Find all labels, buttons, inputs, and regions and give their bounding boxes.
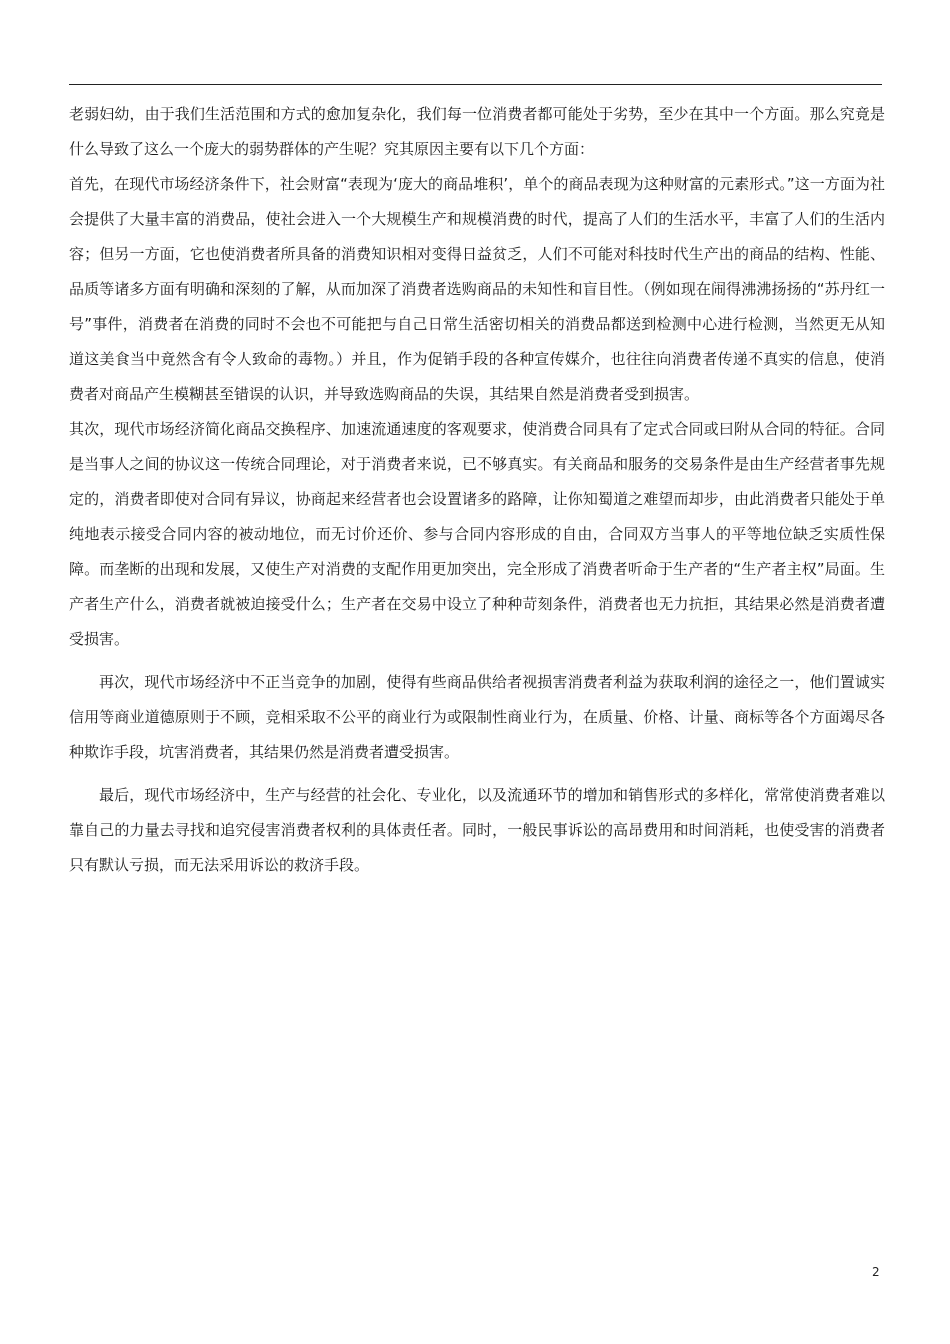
paragraph-fourth-reason: 最后，现代市场经济中，生产与经营的社会化、专业化，以及流通环节的增加和销售形式的多样化，常常使消费者难以靠自己的力量去寻找和追究侵害消费者权利的具体责任者。同时，一般民事诉讼的高昂费用和时间消耗，也使受害的消费者只有默认亏损，而无法采用诉讼的救济手段。 bbox=[69, 786, 885, 874]
body-text bbox=[69, 97, 885, 883]
paragraph-first-reason: 首先，在现代市场经济条件下，社会财富“表现为‘庞大的商品堆积’，单个的商品表现为这种财富的元素形式。”这一方面为社会提供了大量丰富的消费品，使社会进入一个大规模生产和规模消费的时代，提高了人们的生活水平，丰富了人们的生活内容；但另一方面，它也使消费者所具备的消费知识相对变得日益贫乏，人们不可能对科技时代生产出的商品的结构、性能、品质等诸多方面有明确和深刻的了解，从而加深了消费者选购商品的未知性和盲目性。（例如现在闹得沸沸扬扬的“苏丹红一号”事件，消费者在消费的同时不会也不可能把与自己日常生活密切相关的消费品都送到检测中心进行检测，当然更无从知道这美食当中竟然含有令人致命的毒物。）并且，作为促销手段的各种宣传媒介，也往往向消费者传递不真实的信息，使消费者对商品产生模糊甚至错误的认识，并导致选购商品的失误，其结果自然是消费者受到损害。 bbox=[69, 175, 885, 403]
header-rule bbox=[69, 84, 882, 85]
page-number: 2 bbox=[872, 1265, 880, 1279]
paragraph-second-reason: 其次，现代市场经济简化商品交换程序、加速流通速度的客观要求，使消费合同具有了定式合同或曰附从合同的特征。合同是当事人之间的协议这一传统合同理论，对于消费者来说，已不够真实。有关商品和服务的交易条件是由生产经营者事先规定的，消费者即使对合同有异议，协商起来经营者也会设置诸多的路障，让你知蜀道之难望而却步，由此消费者只能处于单纯地表示接受合同内容的被动地位，而无讨价还价、参与合同内容形成的自由，合同双方当事人的平等地位缺乏实质性保障。而垄断的出现和发展，又使生产对消费的支配作用更加突出，完全形成了消费者听命于生产者的“生产者主权”局面。生产者生产什么，消费者就被迫接受什么；生产者在交易中设立了种种苛刻条件，消费者也无力抗拒，其结果必然是消费者遭受损害。 bbox=[69, 420, 885, 648]
paragraph-intro-continuation: 老弱妇幼，由于我们生活范围和方式的愈加复杂化，我们每一位消费者都可能处于劣势，至少在其中一个方面。那么究竟是什么导致了这么一个庞大的弱势群体的产生呢？究其原因主要有以下几个方面： bbox=[69, 105, 885, 158]
paragraph-third-reason: 再次，现代市场经济中不正当竞争的加剧，使得有些商品供给者视损害消费者利益为获取利润的途径之一，他们置诚实信用等商业道德原则于不顾，竞相采取不公平的商业行为或限制性商业行为，在质量、价格、计量、商标等各个方面竭尽各种欺诈手段，坑害消费者，其结果仍然是消费者遭受损害。 bbox=[69, 673, 885, 761]
